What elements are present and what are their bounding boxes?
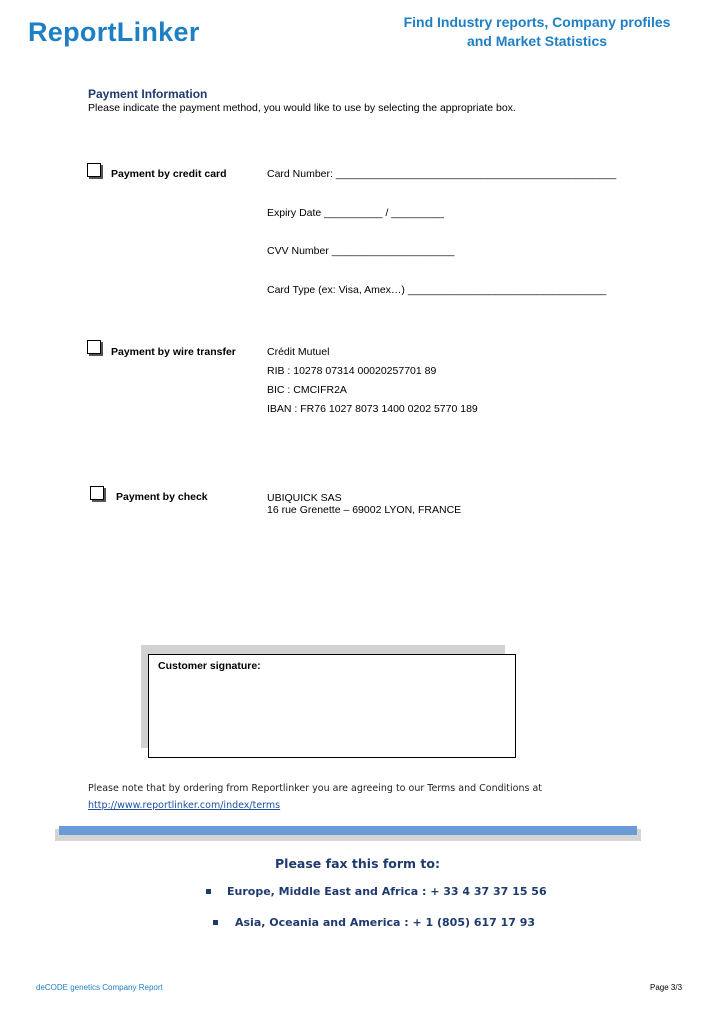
credit-card-label: Payment by credit card [111,168,227,180]
bank-name: Crédit Mutuel [267,346,330,358]
card-number-field[interactable]: Card Number: ________________________________________________ [267,168,617,180]
reportlinker-logo: ReportLinker [28,17,200,47]
header-tagline [372,13,702,51]
payment-info-title: Payment Information [88,87,208,101]
check-checkbox[interactable] [90,486,104,500]
fax-title: Please fax this form to: [275,856,440,871]
footer-page-number: Page 3/3 [650,983,683,992]
terms-link[interactable]: http://www.reportlinker.com/index/terms [88,800,281,811]
card-type-field[interactable]: Card Type (ex: Visa, Amex…) __________________________________ [267,284,607,296]
cvv-field[interactable]: CVV Number _____________________ [267,245,455,257]
footer-report-name: deCODE genetics Company Report [36,983,163,992]
wire-transfer-checkbox[interactable] [87,340,101,354]
bullet-icon [206,889,211,894]
payment-info-instruction: Please indicate the payment method, you would like to use by selecting the appropriate box. [88,102,516,114]
check-address: 16 rue Grenette – 69002 LYON, FRANCE [267,504,462,516]
tagline-line-1: Find Industry reports, Company profiles [403,14,671,30]
check-payee: UBIQUICK SAS [267,492,342,504]
tagline-line-2: and Market Statistics [466,33,608,49]
wire-transfer-label: Payment by wire transfer [111,346,236,358]
signature-label: Customer signature: [158,660,261,672]
bic-code: BIC : CMCIFR2A [267,384,347,396]
rib-number: RIB : 10278 07314 00020257701 89 [267,365,437,377]
check-label: Payment by check [116,491,208,503]
terms-note: Please note that by ordering from Reportlinker you are agreeing to our Terms and Conditions at [88,783,543,794]
fax-asia: Asia, Oceania and America : + 1 (805) 617 17 93 [235,916,536,929]
section-divider [59,826,637,835]
bullet-icon [213,920,218,925]
credit-card-checkbox[interactable] [87,163,101,177]
iban-number: IBAN : FR76 1027 8073 1400 0202 5770 189 [267,403,478,415]
fax-europe: Europe, Middle East and Africa : + 33 4 37 37 15 56 [227,885,547,898]
expiry-date-field[interactable]: Expiry Date __________ / _________ [267,207,444,219]
